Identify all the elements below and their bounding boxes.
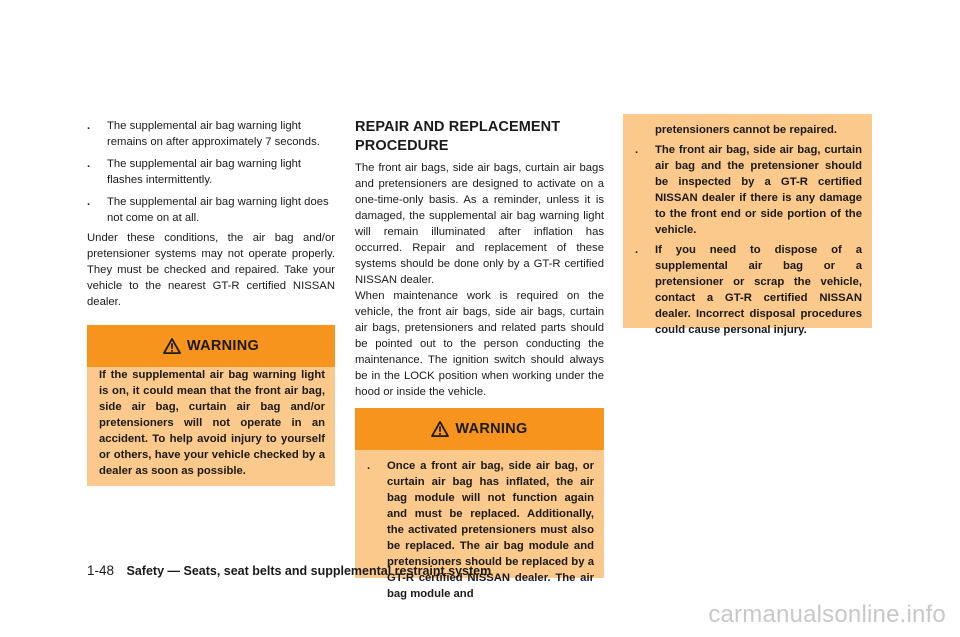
warning-label: WARNING	[455, 421, 528, 437]
watermark: carmanualsonline.info	[708, 601, 946, 628]
warning-continued-text: pretensioners cannot be repaired.	[655, 124, 838, 136]
column-3	[623, 0, 872, 336]
page-number: 1-48	[87, 563, 115, 578]
page-footer	[87, 563, 491, 578]
warning-text: If the supplemental air bag warning light is on, it could mean that the front air bag, side air bag, curtain air bag and/or pretensioners will not operate in an accident. To help avoid injury to yourself or others, have your vehicle checked by a dealer as soon as possible.	[99, 369, 325, 477]
warning-header	[87, 325, 335, 367]
list-item: . If you need to dispose of a supplemental air bag or a pretensioner or scrap the vehicle, contact a GT-R certified NISSAN dealer. Incorrect disposal procedures could cause personal injury.	[635, 244, 862, 336]
warning-label: WARNING	[186, 338, 260, 354]
column-1	[87, 0, 335, 486]
footer-title: Safety — Seats, seat belts and supplemental restraint system	[126, 564, 492, 578]
condition-list	[87, 118, 335, 226]
warning-triangle-icon	[431, 421, 449, 437]
conditions-paragraph: Under these conditions, the air bag and/or pretensioner systems may not operate properly. They must be checked and repaired. Take your vehicle to the nearest GT-R certified NISSAN dealer.	[87, 232, 335, 308]
list-item: . The front air bag, side air bag, curtain air bag and the pretensioner should be inspected by a GT-R certified NISSAN dealer if there is any damage to the front end or side portion of the vehicle.	[635, 144, 862, 236]
repair-paragraph-2: When maintenance work is required on the vehicle, the front air bags, side air bags, curtain air bags, pretensioners and related parts should be pointed out to the person conducting the maintenance. The ignition switch should always be in the LOCK position when working under the hood or inside the vehicle.	[355, 290, 604, 398]
list-item: . The supplemental air bag warning light flashes intermittently.	[87, 158, 302, 186]
warning-box-continued	[623, 114, 872, 336]
column-2	[355, 0, 604, 600]
list-item: . Once a front air bag, side air bag, or curtain air bag has inflated, the air bag module will not function again and must be replaced. Additionally, the activated pretensioners must also be replaced. The air bag module and pretensioners should be replaced by a GT-R certified NISSAN dealer. The air bag module and	[367, 460, 594, 600]
repair-paragraph-1: The front air bags, side air bags, curtain air bags and pretensioners are designed to activate on a one-time-only basis. As a reminder, unless it is damaged, the supplemental air bag warning light will remain illuminated after inflation has occurred. Repair and replacement of these systems should be done only by a GT-R certified NISSAN dealer.	[355, 162, 604, 286]
warning-box	[355, 408, 604, 600]
warning-triangle-icon	[163, 338, 181, 354]
section-heading: REPAIR AND REPLACEMENT PROCEDURE	[355, 119, 561, 154]
list-item: . The supplemental air bag warning light remains on after approximately 7 seconds.	[87, 120, 320, 148]
warning-box	[87, 325, 335, 486]
list-item: . The supplemental air bag warning light does not come on at all.	[87, 196, 329, 224]
warning-header	[355, 408, 604, 450]
